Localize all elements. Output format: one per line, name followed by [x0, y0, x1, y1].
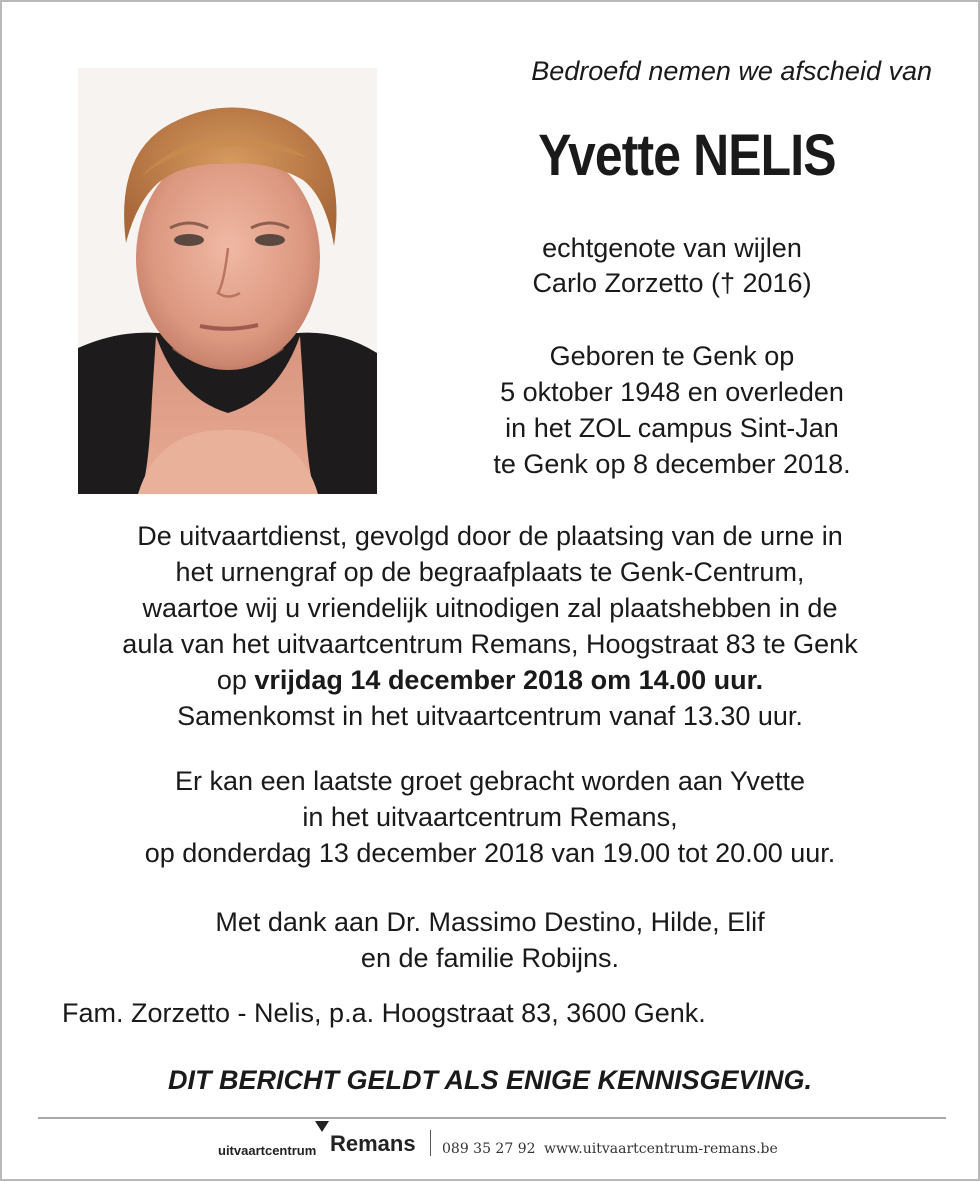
birth-line: Geboren te Genk op [549, 341, 795, 371]
service-line: aula van het uitvaartcentrum Remans, Hoogstraat 83 te Genk [122, 629, 858, 659]
spouse-info [402, 231, 942, 301]
brand-small: uitvaartcentrum [218, 1143, 317, 1158]
deceased-name: Yvette NELIS [538, 123, 836, 188]
family-address: Fam. Zorzetto - Nelis, p.a. Hoogstraat 83, 3600 Genk. [62, 998, 706, 1028]
service-line: De uitvaartdienst, gevolgd door de plaatsing van de urne in [137, 521, 843, 551]
service-line: Samenkomst in het uitvaartcentrum vanaf 13.30 uur. [177, 701, 803, 731]
birth-line: in het ZOL campus Sint-Jan [505, 413, 839, 443]
birth-line: te Genk op 8 december 2018. [493, 449, 851, 479]
visit-line: in het uitvaartcentrum Remans, [302, 802, 678, 832]
spouse-line: echtgenote van wijlen [542, 233, 802, 263]
service-line: het urnengraf op de begraafplaats te Genk-Centrum, [175, 557, 805, 587]
visit-line: op donderdag 13 december 2018 van 19.00 tot 20.00 uur. [144, 838, 836, 868]
service-date-prefix: op [216, 665, 255, 695]
intro-text: Bedroefd nemen we afscheid van [531, 56, 932, 86]
footer-separator [430, 1130, 431, 1156]
service-date-line [22, 662, 958, 698]
service-info [22, 518, 958, 734]
portrait-photo [78, 68, 377, 494]
footer [2, 1126, 978, 1166]
footer-divider [38, 1117, 946, 1119]
brand-name: Remans [330, 1131, 416, 1156]
service-line: waartoe wij u vriendelijk uitnodigen zal plaatshebben in de [142, 593, 838, 623]
triangle-down-icon [315, 1120, 329, 1138]
service-date: vrijdag 14 december 2018 om 14.00 uur. [254, 665, 764, 695]
birth-death-info [402, 338, 942, 482]
visitation-info [22, 763, 958, 871]
thanks-line: Met dank aan Dr. Massimo Destino, Hilde, Elif [215, 907, 765, 937]
spouse-line: Carlo Zorzetto († 2016) [532, 268, 812, 298]
notice-text: DIT BERICHT GELDT ALS ENIGE KENNISGEVING. [167, 1065, 813, 1095]
visit-line: Er kan een laatste groet gebracht worden aan Yvette [175, 766, 805, 796]
thanks-info [22, 904, 958, 976]
thanks-line: en de familie Robijns. [360, 943, 620, 973]
phone-number: 089 35 27 92 [442, 1141, 536, 1157]
birth-line: 5 oktober 1948 en overleden [500, 377, 844, 407]
website-link[interactable]: www.uitvaartcentrum-remans.be [544, 1141, 778, 1157]
